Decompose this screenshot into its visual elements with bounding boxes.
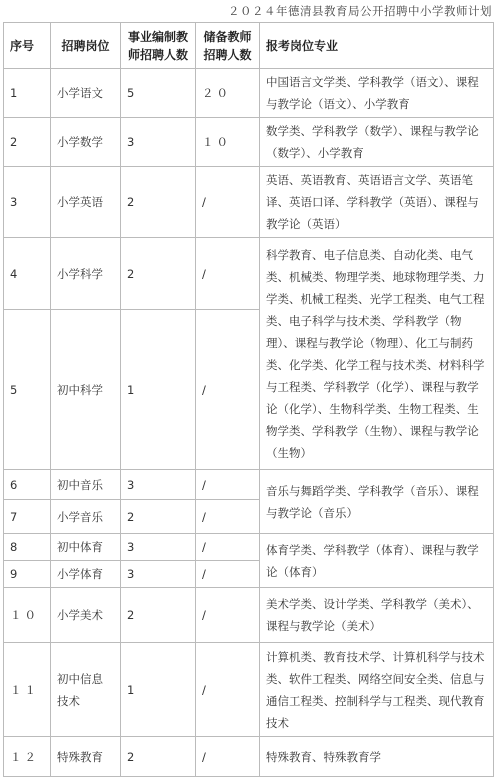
cell-reserve: /: [196, 310, 260, 470]
cell-no: 9: [4, 561, 51, 588]
cell-position: 初中科学: [51, 310, 121, 470]
cell-quota: 5: [121, 69, 196, 118]
cell-reserve: /: [196, 167, 260, 238]
table-row: [4, 69, 494, 118]
cell-quota: 3: [121, 534, 196, 561]
cell-major: 计算机类、教育技术学、计算机科学与技术类、软件工程类、网络空间安全类、信息与通信工程类、控制科学与工程类、现代教育技术: [260, 643, 494, 737]
cell-position: 初中体育: [51, 534, 121, 561]
cell-major: 英语、英语教育、英语语言文学、英语笔译、英语口译、学科教学（英语）、课程与教学论（英语）: [260, 167, 494, 238]
cell-position: 小学美术: [51, 588, 121, 643]
cell-major: 特殊教育、特殊教育学: [260, 737, 494, 777]
table-row: [4, 118, 494, 167]
cell-major: 数学类、学科教学（数学）、课程与教学论（数学）、小学教育: [260, 118, 494, 167]
cell-quota: 3: [121, 470, 196, 500]
cell-position: 小学数学: [51, 118, 121, 167]
table-row: [4, 643, 494, 737]
cell-no: 4: [4, 238, 51, 310]
cell-quota: 2: [121, 167, 196, 238]
cell-major-music: 音乐与舞蹈学类、学科教学（音乐）、课程与教学论（音乐）: [260, 470, 494, 534]
table-row: [4, 238, 494, 310]
page-title: ２０２４年德清县教育局公开招聘中小学教师计划: [228, 4, 492, 18]
cell-position: 小学体育: [51, 561, 121, 588]
cell-quota: 1: [121, 643, 196, 737]
cell-position: 小学音乐: [51, 500, 121, 534]
cell-reserve: /: [196, 643, 260, 737]
cell-reserve: /: [196, 470, 260, 500]
cell-no: 6: [4, 470, 51, 500]
cell-quota: 2: [121, 238, 196, 310]
cell-no: １２: [4, 737, 51, 777]
cell-reserve: /: [196, 588, 260, 643]
cell-reserve: /: [196, 534, 260, 561]
cell-major-pe: 体育学类、学科教学（体育）、课程与教学论（体育）: [260, 534, 494, 588]
cell-reserve: /: [196, 737, 260, 777]
cell-position: 特殊教育: [51, 737, 121, 777]
table-header-row: [4, 23, 494, 69]
cell-major: 美术学类、设计学类、学科教学（美术）、课程与教学论（美术）: [260, 588, 494, 643]
cell-major-science: 科学教育、电子信息类、自动化类、电气类、机械类、物理学类、地球物理学类、力学类、机械工程类、光学工程类、电气工程类、电子科学与技术类、学科教学（物理）、课程与教学论（物理）、化工与制药类、化学类、化学工程与技术类、材料科学与工程类、学科教学（化学）、课程与教学论（化学）、生物科学类、生物工程类、生物学类、学科教学（生物）、课程与教学论（生物）: [260, 238, 494, 470]
header-quota: 事业编制教师招聘人数: [121, 23, 196, 69]
cell-no: １１: [4, 643, 51, 737]
cell-reserve: /: [196, 500, 260, 534]
cell-no: １０: [4, 588, 51, 643]
table-row: [4, 470, 494, 500]
cell-position: 小学科学: [51, 238, 121, 310]
header-position: 招聘岗位: [51, 23, 121, 69]
cell-position: 小学语文: [51, 69, 121, 118]
cell-no: 7: [4, 500, 51, 534]
cell-quota: 1: [121, 310, 196, 470]
cell-no: 1: [4, 69, 51, 118]
cell-quota: 2: [121, 737, 196, 777]
header-reserve: 储备教师招聘人数: [196, 23, 260, 69]
cell-reserve: /: [196, 238, 260, 310]
cell-quota: 2: [121, 588, 196, 643]
table-row: [4, 534, 494, 561]
cell-no: 3: [4, 167, 51, 238]
cell-quota: 3: [121, 118, 196, 167]
recruitment-table: [3, 22, 494, 777]
cell-no: 5: [4, 310, 51, 470]
cell-major: 中国语言文学类、学科教学（语文）、课程与教学论（语文）、小学教育: [260, 69, 494, 118]
cell-quota: 3: [121, 561, 196, 588]
cell-position: 小学英语: [51, 167, 121, 238]
cell-quota: 2: [121, 500, 196, 534]
cell-reserve: /: [196, 561, 260, 588]
table-row: [4, 588, 494, 643]
header-major: 报考岗位专业: [260, 23, 494, 69]
cell-position: 初中信息技术: [51, 643, 121, 737]
table-row: [4, 167, 494, 238]
cell-no: 8: [4, 534, 51, 561]
table-row: [4, 737, 494, 777]
cell-reserve: １０: [196, 118, 260, 167]
cell-position: 初中音乐: [51, 470, 121, 500]
header-no: 序号: [4, 23, 51, 69]
cell-reserve: ２０: [196, 69, 260, 118]
cell-no: 2: [4, 118, 51, 167]
